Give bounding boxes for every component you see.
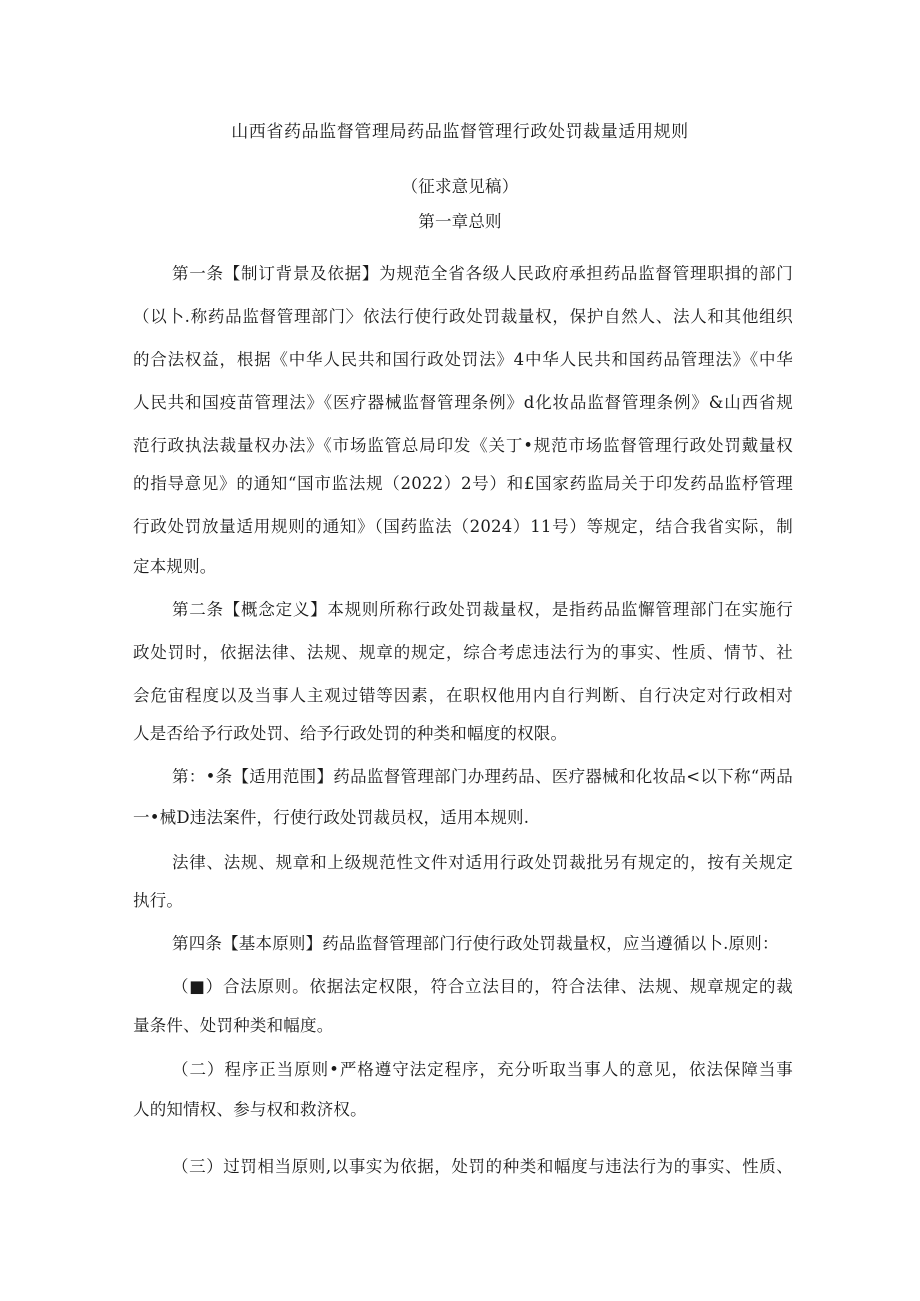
paragraph-line: 第一条【制订背景及依据】为规范全省各级人民政府承担药品监督管理职揖的部门 bbox=[172, 264, 793, 283]
paragraph-line: （■）合法原则。依据法定权限，符合立法目的，符合法律、法规、规章规定的裁 bbox=[172, 977, 793, 996]
paragraph-line: 定本规则。 bbox=[133, 557, 217, 576]
paragraph-line: 的指导意见》的通知“国市监法规（2022）2号）和£国家药监局关于印发药品监杼管理 bbox=[133, 474, 793, 493]
paragraph-line: 第：•条【适用范围】药品监督管理部门办理药品、医疗器械和化妆品<以下称“两品 bbox=[172, 767, 793, 786]
paragraph-line: 人是否给予行政处罚、给予行政处罚的种类和幅度的权限。 bbox=[133, 724, 568, 743]
paragraph-line: （以卜.称药品监督管理部门〉依法行使行政处罚裁量权，保护自然人、法人和其他组织 bbox=[133, 307, 793, 326]
paragraph-line: 第四条【基本原则】药品监督管理部门行使行政处罚裁量权，应当遵循以卜.原则： bbox=[172, 934, 779, 953]
paragraph-line: 行政处罚放量适用规则的通知》（国药监法（2024）11号）等规定，结合我省实际，制 bbox=[133, 517, 793, 536]
paragraph-line: 范行政执法裁量权办法》《市场监管总局印发《关丁•规范市场监督管理行政处罚戴量权 bbox=[133, 436, 793, 455]
document-title: 山西省药品监督管理局药品监督管理行政处罚裁量适用规则 bbox=[231, 122, 689, 142]
paragraph-line: 政处罚时，依据法律、法规、规章的规定，综合考虑违法行为的事实、性质、情节、社 bbox=[133, 643, 793, 662]
paragraph-line: 人的知情权、参与权和救济权。 bbox=[133, 1100, 367, 1119]
paragraph-line: （三）过罚相当原则,以事实为依据，处罚的种类和幅度与违法行为的事实、性质、 bbox=[172, 1157, 793, 1176]
paragraph-line: 会危宙程度以及当事人主观过错等因素，在职权他用内自行判断、自行决定对行政相对 bbox=[133, 686, 793, 705]
paragraph-line: 一•械D违法案件，行使行政处罚裁员权，适用本规则. bbox=[133, 808, 530, 827]
document-subtitle: （征求意见稿） bbox=[401, 177, 519, 196]
paragraph-line: 法律、法规、规章和上级规范性文件对适用行政处罚裁批另有规定的，按有关规定 bbox=[172, 853, 793, 872]
paragraph-line: 人民共和国疫苗管理法》《医疗器械监督管理条例》d化妆品监督管理条例》&山西省规 bbox=[133, 393, 793, 412]
paragraph-line: 量条件、处罚种类和幅度。 bbox=[133, 1016, 334, 1035]
paragraph-line: 第二条【概念定义】本规则所称行政处罚裁量权，是指药品监懈管理部门在实施行 bbox=[172, 600, 793, 619]
paragraph-line: （二）程序正当原则•严格遵守法定程序，充分听取当事人的意见，依法保障当事 bbox=[172, 1060, 793, 1079]
chapter-heading: 第一章总则 bbox=[418, 212, 502, 231]
paragraph-line: 执行。 bbox=[133, 891, 184, 910]
paragraph-line: 的合法权益，根据《中华人民共和国行政处罚法》4中华人民共和国药品管理法》《中华 bbox=[133, 350, 793, 369]
